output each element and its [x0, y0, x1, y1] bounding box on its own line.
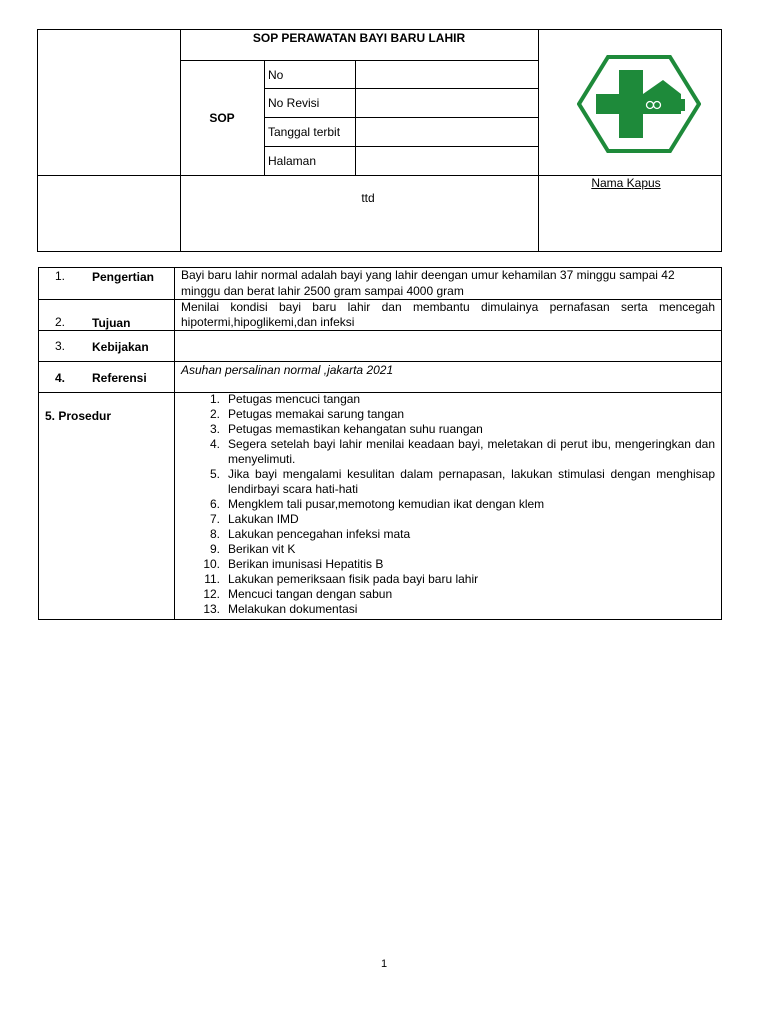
step-number: 12.	[203, 587, 220, 601]
tujuan-label: Tujuan	[92, 316, 131, 330]
list-item	[174, 407, 715, 422]
step-number: 4.	[209, 437, 220, 451]
sop-label: SOP	[209, 111, 235, 125]
step-number: 11.	[204, 572, 220, 586]
list-item	[174, 392, 715, 407]
page-number: 1	[380, 958, 388, 970]
puskesmas-logo-icon	[577, 54, 701, 154]
document-title: SOP PERAWATAN BAYI BARU LAHIR	[252, 31, 466, 45]
pengertian-text-line2: minggu dan berat lahir 2500 gram sampai 4000 gram	[181, 284, 464, 298]
list-item	[174, 542, 715, 557]
tujuan-text-line1: Menilai kondisi bayi baru lahir dan membantu dimulainya pernafasan serta mencegah	[181, 300, 715, 314]
step-text: Petugas memastikan kehangatan suhu ruangan	[228, 422, 483, 436]
header-divider	[538, 29, 539, 252]
header-divider	[264, 117, 538, 118]
step-number: 8.	[209, 527, 220, 541]
field-no-revisi: No Revisi	[268, 96, 320, 110]
list-item	[174, 497, 715, 512]
list-item	[174, 422, 715, 437]
list-item	[174, 602, 715, 617]
tujuan-text-line2: hipotermi,hipoglikemi,dan infeksi	[181, 315, 355, 329]
step-text: Petugas mencuci tangan	[228, 392, 361, 406]
signature-ttd: ttd	[361, 191, 375, 205]
step-text: Mengklem tali pusar,memotong kemudian ikat dengan klem	[228, 497, 545, 511]
kebijakan-label: Kebijakan	[92, 340, 149, 354]
step-number: 2.	[209, 407, 220, 421]
step-number: 6.	[209, 497, 220, 511]
header-divider	[180, 29, 181, 252]
list-item	[174, 587, 715, 602]
list-item	[174, 572, 715, 587]
step-text: Berikan vit K	[228, 542, 296, 556]
pengertian-text-line1: Bayi baru lahir normal adalah bayi yang lahir deengan umur kehamilan 37 minggu sampai 42	[181, 268, 675, 282]
step-text: Mencuci tangan dengan sabun	[228, 587, 393, 601]
list-item	[174, 512, 715, 527]
nama-kapus: Nama Kapus	[591, 176, 661, 190]
header-divider	[264, 88, 538, 89]
step-text: Lakukan pemeriksaan fisik pada bayi baru lahir	[228, 572, 479, 586]
step-text: Berikan imunisasi Hepatitis B	[228, 557, 384, 571]
step-number: 9.	[209, 542, 220, 556]
table-divider	[38, 330, 722, 331]
list-item	[174, 527, 715, 542]
step-text: Jika bayi mengalami kesulitan dalam pernapasan, lakukan stimulasi dengan menghisap lendirbayi scara hati-hati	[228, 467, 715, 496]
step-number: 10.	[203, 557, 220, 571]
step-number: 3.	[209, 422, 220, 436]
step-text: Lakukan pencegahan infeksi mata	[228, 527, 411, 541]
field-halaman: Halaman	[268, 154, 317, 168]
referensi-label: Referensi	[92, 371, 147, 385]
table-divider	[38, 361, 722, 362]
tujuan-number: 2.	[55, 315, 66, 329]
referensi-text: Asuhan persalinan normal ,jakarta 2021	[181, 363, 394, 377]
step-number: 5.	[209, 467, 220, 481]
pengertian-number: 1.	[55, 269, 66, 283]
list-item	[174, 557, 715, 572]
step-text: Melakukan dokumentasi	[228, 602, 358, 616]
step-number: 1.	[209, 392, 220, 406]
kebijakan-number: 3.	[55, 339, 66, 353]
step-text: Petugas memakai sarung tangan	[228, 407, 405, 421]
field-tanggal-terbit: Tanggal terbit	[268, 125, 341, 139]
step-number: 13.	[203, 602, 220, 616]
list-item	[174, 437, 715, 467]
referensi-number: 4.	[55, 371, 66, 385]
prosedur-label: 5. Prosedur	[45, 409, 112, 423]
prosedur-steps-list	[174, 392, 715, 617]
step-text: Lakukan IMD	[228, 512, 299, 526]
field-no: No	[268, 68, 284, 82]
header-divider	[264, 146, 538, 147]
pengertian-label: Pengertian	[92, 270, 155, 284]
list-item	[174, 467, 715, 497]
step-number: 7.	[209, 512, 220, 526]
header-divider	[180, 60, 538, 61]
step-text: Segera setelah bayi lahir menilai keadaan bayi, meletakan di perut ibu, mengeringkan dan menyelimuti.	[228, 437, 715, 466]
